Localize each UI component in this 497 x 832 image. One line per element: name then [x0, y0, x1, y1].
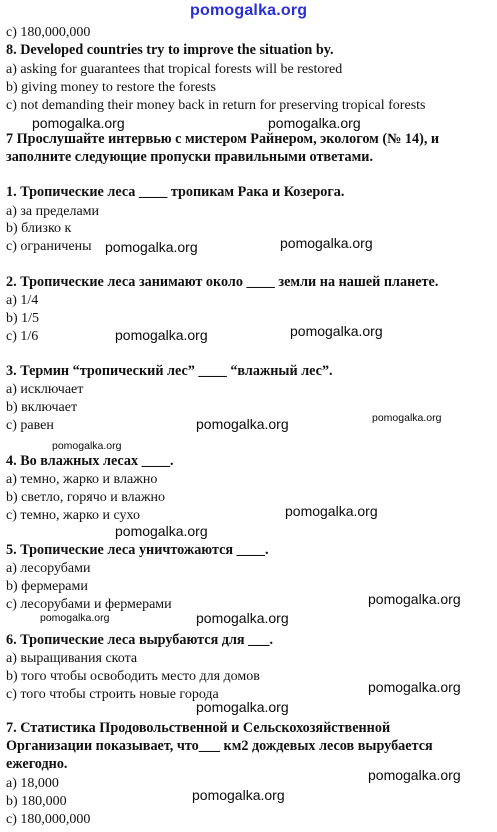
question-3-option-c: c) равен — [6, 418, 54, 433]
question-6-option-a: a) выращивания скота — [6, 651, 138, 666]
question-6-option-b: b) того чтобы освободить место для домов — [6, 669, 260, 684]
question-7-title-line-3: ежегодно. — [6, 756, 68, 772]
question-6-title: 6. Тропические леса вырубаются для ___. — [6, 632, 273, 648]
watermark: pomogalka.org — [105, 239, 198, 255]
watermark: pomogalka.org — [40, 612, 110, 624]
question-3-option-b: b) включает — [6, 400, 78, 415]
question-5-option-c: c) лесорубами и фермерами — [6, 597, 172, 612]
question-3-title: 3. Термин “тропический лес” ____ “влажный лес”. — [6, 363, 333, 379]
question-1-option-b: b) близко к — [6, 221, 72, 236]
question-8-option-c: c) not demanding their money back in return for preserving tropical forests — [6, 98, 426, 113]
watermark: pomogalka.org — [196, 699, 289, 715]
watermark: pomogalka.org — [32, 115, 125, 131]
watermark: pomogalka.org — [368, 591, 461, 607]
watermark: pomogalka.org — [368, 679, 461, 695]
question-5-option-a: a) лесорубами — [6, 561, 91, 576]
question-5-option-b: b) фермерами — [6, 579, 88, 594]
question-8-option-a: a) asking for guarantees that tropical forests will be restored — [6, 62, 343, 77]
watermark: pomogalka.org — [368, 767, 461, 783]
question-7-option-a: a) 18,000 — [6, 776, 59, 791]
question-4-option-a: a) темно, жарко и влажно — [6, 472, 158, 487]
question-5-title: 5. Тропические леса уничтожаются ____. — [6, 542, 269, 558]
question-7-option-b: b) 180,000 — [6, 794, 67, 809]
question-1-option-c: c) ограничены — [6, 239, 92, 254]
question-2-option-b: b) 1/5 — [6, 311, 40, 326]
watermark: pomogalka.org — [52, 440, 122, 452]
watermark: pomogalka.org — [290, 323, 383, 339]
question-4-option-b: b) светло, горячо и влажно — [6, 490, 166, 505]
question-4-title: 4. Во влажных лесах ____. — [6, 453, 174, 469]
question-7-option-c: c) 180,000,000 — [6, 812, 91, 827]
site-logo: pomogalka.org — [190, 2, 308, 19]
watermark: pomogalka.org — [285, 503, 378, 519]
watermark: pomogalka.org — [280, 235, 373, 251]
watermark: pomogalka.org — [196, 416, 289, 432]
question-1-title: 1. Тропические леса ____ тропикам Рака и Козерога. — [6, 184, 345, 200]
question-6-option-c: c) того чтобы строить новые города — [6, 687, 219, 702]
question-8-title: 8. Developed countries try to improve the situation by. — [6, 42, 334, 58]
task-7-heading-line-1: 7 Прослушайте интервью с мистером Райнером, экологом (№ 14), и — [6, 131, 440, 147]
watermark: pomogalka.org — [115, 523, 208, 539]
previous-option-c: c) 180,000,000 — [6, 25, 91, 40]
question-3-option-a: a) исключает — [6, 382, 84, 397]
watermark: pomogalka.org — [372, 412, 442, 424]
question-4-option-c: c) темно, жарко и сухо — [6, 508, 141, 523]
question-7-title-line-2: Организации показывает, что___ км2 дождевых лесов вырубается — [6, 738, 433, 754]
question-2-option-a: a) 1/4 — [6, 293, 39, 308]
watermark: pomogalka.org — [268, 115, 361, 131]
question-2-option-c: c) 1/6 — [6, 329, 39, 344]
watermark: pomogalka.org — [192, 787, 285, 803]
question-2-title: 2. Тропические леса занимают около ____ земли на нашей планете. — [6, 274, 439, 290]
task-7-heading-line-2: заполните следующие пропуски правильными ответами. — [6, 149, 374, 165]
question-8-option-b: b) giving money to restore the forests — [6, 80, 216, 95]
question-7-title-line-1: 7. Статистика Продовольственной и Сельскохозяйственной — [6, 720, 391, 736]
question-1-option-a: a) за пределами — [6, 204, 100, 219]
watermark: pomogalka.org — [196, 610, 289, 626]
watermark: pomogalka.org — [115, 327, 208, 343]
